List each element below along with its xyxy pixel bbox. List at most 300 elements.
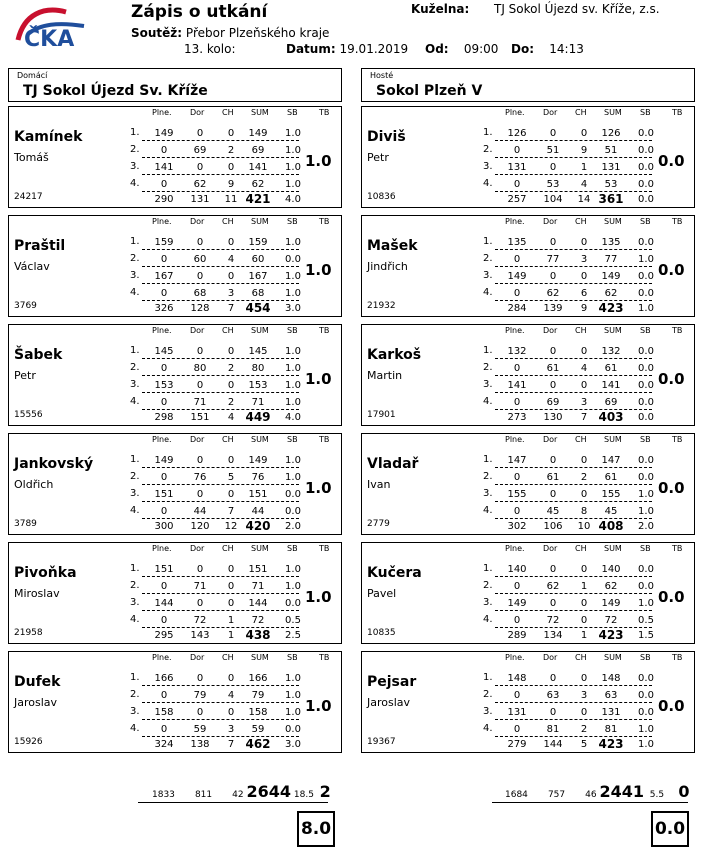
column-header: TB bbox=[319, 217, 330, 226]
row-number: 4. bbox=[130, 287, 140, 298]
start-time: Od: 09:00 bbox=[425, 42, 499, 56]
score-cell: 0.0 bbox=[638, 472, 654, 483]
score-cell: 1.0 bbox=[638, 489, 654, 500]
score-cell: 61 bbox=[546, 472, 560, 483]
row-number: 3. bbox=[130, 270, 140, 281]
player-first-name: Pavel bbox=[367, 587, 397, 600]
player-sum-cell: 284 bbox=[507, 303, 527, 314]
player-first-name: Petr bbox=[14, 369, 36, 382]
score-cell: 0 bbox=[196, 455, 204, 466]
score-cell: 0 bbox=[160, 254, 168, 265]
column-header: Plne. bbox=[152, 108, 172, 117]
score-cell: 0 bbox=[227, 271, 235, 282]
column-header: Plne. bbox=[505, 653, 525, 662]
row-number: 2. bbox=[130, 471, 140, 482]
score-cell: 8 bbox=[580, 506, 588, 517]
player-sum-cell: 131 bbox=[190, 194, 210, 205]
score-cell: 76 bbox=[251, 472, 265, 483]
column-header: CH bbox=[222, 653, 234, 662]
score-cell: 0.0 bbox=[285, 254, 301, 265]
column-header: TB bbox=[672, 108, 683, 117]
score-cell: 80 bbox=[251, 363, 265, 374]
score-cell: 0 bbox=[196, 128, 204, 139]
date-field: Datum: 19.01.2019 bbox=[286, 42, 409, 56]
player-reg-number: 15926 bbox=[14, 737, 43, 747]
away-label: Hosté bbox=[370, 71, 394, 80]
row-number: 3. bbox=[130, 706, 140, 717]
column-header: SUM bbox=[604, 544, 622, 553]
score-cell: 0 bbox=[196, 707, 204, 718]
column-header: Dor bbox=[190, 435, 205, 444]
column-header: TB bbox=[672, 653, 683, 662]
score-cell: 149 bbox=[248, 455, 268, 466]
score-cell: 153 bbox=[248, 380, 268, 391]
player-sum-cell: 295 bbox=[154, 630, 174, 641]
player-sum-cell: 1.0 bbox=[638, 739, 654, 750]
player-sum-cell: 4.0 bbox=[285, 412, 301, 423]
score-cell: 0.0 bbox=[638, 397, 654, 408]
score-cell: 0.0 bbox=[638, 455, 654, 466]
player-reg-number: 24217 bbox=[14, 192, 43, 202]
row-number: 2. bbox=[130, 362, 140, 373]
column-header: SUM bbox=[251, 435, 269, 444]
player-sum-cell: 7 bbox=[580, 412, 588, 423]
score-cell: 0 bbox=[513, 724, 521, 735]
column-header: SB bbox=[287, 108, 298, 117]
score-cell: 141 bbox=[507, 380, 527, 391]
score-cell: 0 bbox=[580, 598, 588, 609]
player-reg-number: 3769 bbox=[14, 301, 37, 311]
player-sum-cell: 151 bbox=[190, 412, 210, 423]
score-cell: 149 bbox=[601, 271, 621, 282]
score-cell: 71 bbox=[251, 397, 265, 408]
score-cell: 0.0 bbox=[638, 179, 654, 190]
score-cell: 0 bbox=[549, 673, 557, 684]
row-number: 3. bbox=[483, 488, 493, 499]
score-cell: 0.5 bbox=[285, 615, 301, 626]
player-sum-cell: 361 bbox=[598, 192, 624, 206]
player-reg-number: 19367 bbox=[367, 737, 396, 747]
score-cell: 79 bbox=[251, 690, 265, 701]
score-cell: 167 bbox=[154, 271, 174, 282]
score-cell: 0.0 bbox=[638, 707, 654, 718]
row-number: 4. bbox=[130, 396, 140, 407]
score-cell: 0 bbox=[160, 397, 168, 408]
score-cell: 69 bbox=[193, 145, 207, 156]
column-header: SUM bbox=[251, 544, 269, 553]
score-cell: 0 bbox=[513, 615, 521, 626]
score-cell: 60 bbox=[251, 254, 265, 265]
home-player-box bbox=[8, 651, 342, 753]
score-cell: 0.0 bbox=[638, 564, 654, 575]
player-tb: 0.0 bbox=[658, 588, 685, 606]
score-cell: 132 bbox=[601, 346, 621, 357]
score-cell: 0 bbox=[227, 162, 235, 173]
player-last-name: Šabek bbox=[14, 347, 63, 363]
score-cell: 144 bbox=[248, 598, 268, 609]
score-cell: 0 bbox=[160, 581, 168, 592]
score-cell: 61 bbox=[546, 363, 560, 374]
column-header: SUM bbox=[604, 653, 622, 662]
player-first-name: Miroslav bbox=[14, 587, 60, 600]
player-first-name: Martin bbox=[367, 369, 403, 382]
score-cell: 4 bbox=[580, 363, 588, 374]
player-tb: 0.0 bbox=[658, 370, 685, 388]
score-cell: 3 bbox=[580, 397, 588, 408]
score-cell: 0 bbox=[196, 346, 204, 357]
score-cell: 140 bbox=[507, 564, 527, 575]
row-number: 2. bbox=[483, 471, 493, 482]
player-sum-cell: 1 bbox=[227, 630, 235, 641]
score-cell: 0 bbox=[196, 271, 204, 282]
score-cell: 71 bbox=[193, 581, 207, 592]
score-cell: 0.5 bbox=[638, 615, 654, 626]
player-reg-number: 17901 bbox=[367, 410, 396, 420]
score-cell: 51 bbox=[546, 145, 560, 156]
row-number: 3. bbox=[483, 706, 493, 717]
column-header: TB bbox=[672, 326, 683, 335]
score-cell: 9 bbox=[580, 145, 588, 156]
score-cell: 126 bbox=[601, 128, 621, 139]
score-cell: 3 bbox=[227, 288, 235, 299]
player-sum-cell: 438 bbox=[245, 628, 271, 642]
home-player-box bbox=[8, 433, 342, 535]
row-number: 4. bbox=[130, 723, 140, 734]
away-player-box bbox=[361, 215, 695, 317]
player-sum-cell: 7 bbox=[227, 303, 235, 314]
score-cell: 61 bbox=[604, 363, 618, 374]
row-number: 1. bbox=[483, 672, 493, 683]
player-sum-cell: 1.0 bbox=[638, 303, 654, 314]
score-cell: 0 bbox=[513, 145, 521, 156]
column-header: SB bbox=[287, 435, 298, 444]
score-cell: 155 bbox=[507, 489, 527, 500]
score-cell: 158 bbox=[248, 707, 268, 718]
score-cell: 0 bbox=[580, 673, 588, 684]
player-sum-cell: 104 bbox=[543, 194, 563, 205]
column-header: CH bbox=[222, 108, 234, 117]
column-header: Dor bbox=[190, 544, 205, 553]
score-cell: 2 bbox=[227, 363, 235, 374]
player-last-name: Diviš bbox=[367, 129, 406, 145]
column-header: SUM bbox=[251, 326, 269, 335]
score-cell: 2 bbox=[580, 724, 588, 735]
score-cell: 166 bbox=[248, 673, 268, 684]
score-cell: 0 bbox=[227, 564, 235, 575]
score-cell: 1.0 bbox=[285, 581, 301, 592]
row-number: 2. bbox=[130, 253, 140, 264]
row-number: 1. bbox=[483, 127, 493, 138]
score-cell: 0 bbox=[227, 128, 235, 139]
score-cell: 0 bbox=[513, 363, 521, 374]
score-cell: 4 bbox=[580, 179, 588, 190]
player-sum-cell: 298 bbox=[154, 412, 174, 423]
score-cell: 1.0 bbox=[285, 380, 301, 391]
score-cell: 144 bbox=[154, 598, 174, 609]
player-sum-cell: 449 bbox=[245, 410, 271, 424]
player-sum-cell: 1.5 bbox=[638, 630, 654, 641]
score-cell: 0 bbox=[227, 455, 235, 466]
player-sum-cell: 2.5 bbox=[285, 630, 301, 641]
score-cell: 0 bbox=[513, 179, 521, 190]
score-cell: 71 bbox=[251, 581, 265, 592]
row-number: 3. bbox=[130, 488, 140, 499]
score-cell: 1 bbox=[227, 615, 235, 626]
player-reg-number: 10835 bbox=[367, 628, 396, 638]
row-number: 3. bbox=[130, 597, 140, 608]
home-points: 8.0 bbox=[297, 811, 335, 847]
score-cell: 1.0 bbox=[638, 254, 654, 265]
column-header: Dor bbox=[190, 217, 205, 226]
score-cell: 45 bbox=[604, 506, 618, 517]
player-sum-cell: 5 bbox=[580, 739, 588, 750]
player-sum-cell: 302 bbox=[507, 521, 527, 532]
score-cell: 149 bbox=[507, 598, 527, 609]
score-cell: 0.0 bbox=[638, 288, 654, 299]
player-sum-cell: 289 bbox=[507, 630, 527, 641]
player-sum-cell: 11 bbox=[224, 194, 238, 205]
score-cell: 0.0 bbox=[638, 162, 654, 173]
score-cell: 1.0 bbox=[285, 455, 301, 466]
row-number: 2. bbox=[483, 689, 493, 700]
player-tb: 1.0 bbox=[305, 261, 332, 279]
score-cell: 0 bbox=[580, 615, 588, 626]
column-header: TB bbox=[319, 108, 330, 117]
score-cell: 0 bbox=[580, 271, 588, 282]
score-cell: 0.0 bbox=[638, 581, 654, 592]
score-cell: 72 bbox=[251, 615, 265, 626]
player-sum-cell: 3.0 bbox=[285, 739, 301, 750]
score-cell: 159 bbox=[248, 237, 268, 248]
score-cell: 0 bbox=[513, 506, 521, 517]
player-sum-cell: 420 bbox=[245, 519, 271, 533]
score-cell: 151 bbox=[248, 564, 268, 575]
score-cell: 0 bbox=[160, 145, 168, 156]
column-header: Plne. bbox=[152, 653, 172, 662]
score-cell: 147 bbox=[507, 455, 527, 466]
player-tb: 1.0 bbox=[305, 697, 332, 715]
home-label: Domácí bbox=[17, 71, 48, 80]
score-cell: 148 bbox=[601, 673, 621, 684]
row-number: 4. bbox=[130, 178, 140, 189]
score-cell: 0 bbox=[196, 380, 204, 391]
column-header: SUM bbox=[251, 653, 269, 662]
home-team-name: TJ Sokol Újezd Sv. Kříže bbox=[23, 83, 208, 99]
player-sum-cell: 144 bbox=[543, 739, 563, 750]
score-cell: 1.0 bbox=[638, 506, 654, 517]
column-header: SB bbox=[287, 217, 298, 226]
column-header: SUM bbox=[251, 108, 269, 117]
score-cell: 0.0 bbox=[285, 598, 301, 609]
column-header: CH bbox=[222, 544, 234, 553]
score-cell: 1.0 bbox=[285, 179, 301, 190]
column-header: Plne. bbox=[505, 326, 525, 335]
score-cell: 0.0 bbox=[638, 346, 654, 357]
column-header: CH bbox=[575, 108, 587, 117]
score-cell: 0.0 bbox=[638, 237, 654, 248]
row-number: 3. bbox=[483, 597, 493, 608]
away-points: 0.0 bbox=[651, 811, 689, 847]
row-number: 1. bbox=[483, 236, 493, 247]
score-cell: 151 bbox=[248, 489, 268, 500]
score-cell: 69 bbox=[604, 397, 618, 408]
score-cell: 0 bbox=[160, 506, 168, 517]
score-cell: 63 bbox=[604, 690, 618, 701]
score-cell: 0 bbox=[160, 724, 168, 735]
score-cell: 0 bbox=[580, 455, 588, 466]
column-header: Plne. bbox=[505, 108, 525, 117]
score-cell: 0 bbox=[196, 162, 204, 173]
player-sum-cell: 279 bbox=[507, 739, 527, 750]
player-sum-cell: 421 bbox=[245, 192, 271, 206]
score-cell: 0 bbox=[549, 598, 557, 609]
score-cell: 59 bbox=[251, 724, 265, 735]
score-cell: 44 bbox=[193, 506, 207, 517]
score-cell: 1.0 bbox=[285, 397, 301, 408]
score-cell: 159 bbox=[154, 237, 174, 248]
away-player-box bbox=[361, 324, 695, 426]
home-team-box bbox=[8, 68, 342, 102]
player-last-name: Vladař bbox=[367, 456, 419, 472]
player-reg-number: 10836 bbox=[367, 192, 396, 202]
score-cell: 0 bbox=[513, 690, 521, 701]
player-sum-cell: 106 bbox=[543, 521, 563, 532]
score-cell: 151 bbox=[154, 564, 174, 575]
player-sum-cell: 138 bbox=[190, 739, 210, 750]
column-header: Dor bbox=[543, 108, 558, 117]
score-cell: 1.0 bbox=[285, 472, 301, 483]
column-header: SUM bbox=[251, 217, 269, 226]
score-cell: 0 bbox=[513, 472, 521, 483]
row-number: 1. bbox=[130, 672, 140, 683]
venue-label: Kuželna: bbox=[411, 2, 470, 16]
column-header: TB bbox=[319, 653, 330, 662]
score-cell: 1.0 bbox=[285, 288, 301, 299]
player-sum-cell: 324 bbox=[154, 739, 174, 750]
score-cell: 53 bbox=[604, 179, 618, 190]
score-cell: 0 bbox=[196, 564, 204, 575]
player-reg-number: 15556 bbox=[14, 410, 43, 420]
away-team-name: Sokol Plzeň V bbox=[376, 83, 483, 99]
score-cell: 0.0 bbox=[638, 690, 654, 701]
column-header: Dor bbox=[543, 435, 558, 444]
column-header: SUM bbox=[604, 326, 622, 335]
player-sum-cell: 14 bbox=[577, 194, 591, 205]
row-number: 1. bbox=[130, 454, 140, 465]
score-cell: 68 bbox=[251, 288, 265, 299]
column-header: SB bbox=[640, 544, 651, 553]
player-first-name: Václav bbox=[14, 260, 50, 273]
player-tb: 1.0 bbox=[305, 588, 332, 606]
score-cell: 2 bbox=[227, 145, 235, 156]
player-sum-cell: 4.0 bbox=[285, 194, 301, 205]
column-header: CH bbox=[222, 217, 234, 226]
score-cell: 1.0 bbox=[285, 237, 301, 248]
home-player-box bbox=[8, 215, 342, 317]
row-number: 2. bbox=[483, 144, 493, 155]
score-cell: 0 bbox=[549, 128, 557, 139]
competition-line: Soutěž: Přebor Plzeňského kraje bbox=[131, 26, 330, 40]
player-sum-cell: 0.0 bbox=[638, 412, 654, 423]
player-last-name: Pivoňka bbox=[14, 565, 77, 581]
column-header: CH bbox=[222, 326, 234, 335]
away-player-box bbox=[361, 542, 695, 644]
column-header: SB bbox=[287, 653, 298, 662]
score-cell: 63 bbox=[546, 690, 560, 701]
player-sum-cell: 423 bbox=[598, 301, 624, 315]
column-header: Plne. bbox=[152, 435, 172, 444]
score-cell: 147 bbox=[601, 455, 621, 466]
score-cell: 0.0 bbox=[285, 724, 301, 735]
score-cell: 135 bbox=[601, 237, 621, 248]
score-cell: 0 bbox=[513, 288, 521, 299]
player-tb: 1.0 bbox=[305, 152, 332, 170]
away-player-box bbox=[361, 433, 695, 535]
player-sum-cell: 2.0 bbox=[285, 521, 301, 532]
player-reg-number: 2779 bbox=[367, 519, 390, 529]
player-reg-number: 3789 bbox=[14, 519, 37, 529]
score-cell: 53 bbox=[546, 179, 560, 190]
player-tb: 0.0 bbox=[658, 697, 685, 715]
away-player-box bbox=[361, 106, 695, 208]
score-cell: 3 bbox=[580, 690, 588, 701]
score-cell: 0 bbox=[549, 346, 557, 357]
score-cell: 158 bbox=[154, 707, 174, 718]
player-tb: 1.0 bbox=[305, 370, 332, 388]
row-number: 3. bbox=[483, 270, 493, 281]
score-cell: 0 bbox=[160, 288, 168, 299]
row-number: 1. bbox=[130, 563, 140, 574]
row-number: 3. bbox=[130, 161, 140, 172]
score-cell: 79 bbox=[193, 690, 207, 701]
score-cell: 149 bbox=[248, 128, 268, 139]
column-header: Dor bbox=[543, 217, 558, 226]
score-cell: 81 bbox=[604, 724, 618, 735]
score-cell: 69 bbox=[251, 145, 265, 156]
column-header: CH bbox=[575, 435, 587, 444]
score-cell: 153 bbox=[154, 380, 174, 391]
player-tb: 0.0 bbox=[658, 479, 685, 497]
row-number: 3. bbox=[130, 379, 140, 390]
score-cell: 2 bbox=[580, 472, 588, 483]
score-cell: 6 bbox=[580, 288, 588, 299]
score-cell: 1.0 bbox=[638, 724, 654, 735]
away-player-box bbox=[361, 651, 695, 753]
score-cell: 81 bbox=[546, 724, 560, 735]
player-tb: 0.0 bbox=[658, 152, 685, 170]
column-header: SUM bbox=[604, 435, 622, 444]
score-cell: 145 bbox=[248, 346, 268, 357]
score-cell: 7 bbox=[227, 506, 235, 517]
score-cell: 149 bbox=[154, 128, 174, 139]
column-header: CH bbox=[575, 217, 587, 226]
column-header: Dor bbox=[543, 326, 558, 335]
column-header: TB bbox=[319, 544, 330, 553]
score-cell: 0 bbox=[549, 455, 557, 466]
score-cell: 131 bbox=[601, 707, 621, 718]
score-cell: 1.0 bbox=[285, 363, 301, 374]
score-cell: 141 bbox=[154, 162, 174, 173]
column-header: Dor bbox=[543, 544, 558, 553]
score-cell: 0 bbox=[549, 380, 557, 391]
player-first-name: Jindřich bbox=[367, 260, 408, 273]
player-sum-cell: 423 bbox=[598, 628, 624, 642]
score-cell: 0.0 bbox=[638, 145, 654, 156]
column-header: Plne. bbox=[152, 544, 172, 553]
score-cell: 0 bbox=[160, 472, 168, 483]
row-number: 2. bbox=[483, 253, 493, 264]
score-cell: 166 bbox=[154, 673, 174, 684]
